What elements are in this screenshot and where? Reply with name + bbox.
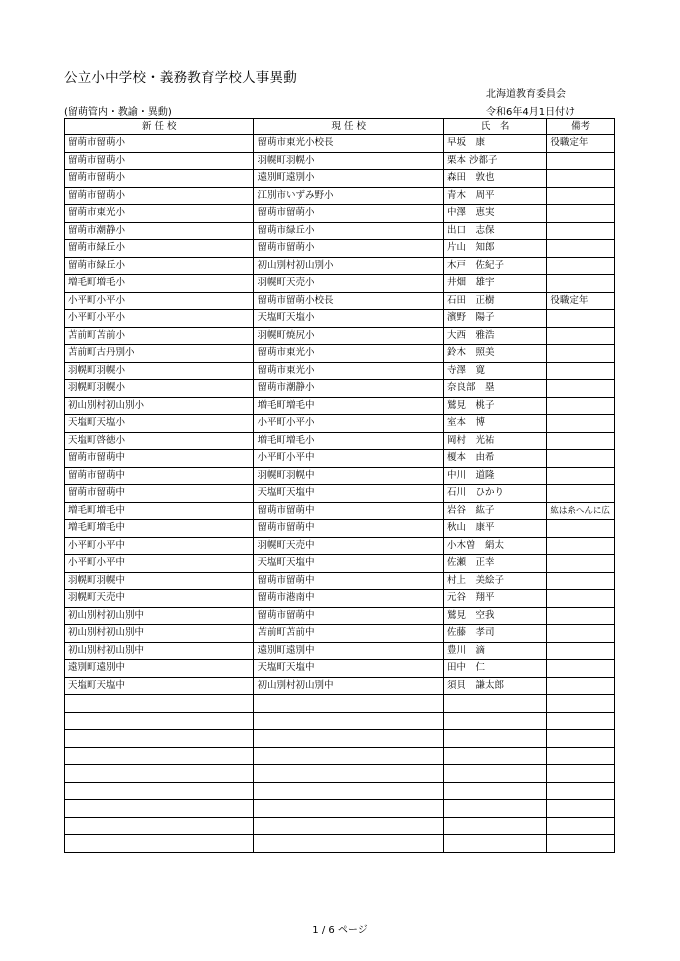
cell-note — [547, 800, 615, 818]
cell-new-school: 苫前町古丹別小 — [65, 345, 254, 363]
cell-current-school: 小平町小平小 — [254, 415, 443, 433]
cell-current-school: 遠別町遠別中 — [254, 642, 443, 660]
cell-note — [547, 782, 615, 800]
cell-current-school: 留萌市東光小 — [254, 362, 443, 380]
cell-note — [547, 257, 615, 275]
cell-current-school: 天塩町天塩中 — [254, 660, 443, 678]
cell-new-school: 初山別村初山別中 — [65, 642, 254, 660]
table-row — [65, 712, 615, 730]
personnel-table — [64, 118, 615, 853]
cell-name: 佐藤 孝司 — [443, 625, 546, 643]
cell-new-school — [65, 765, 254, 783]
cell-current-school — [254, 712, 443, 730]
table-row — [65, 310, 615, 328]
cell-new-school: 天塩町天塩小 — [65, 415, 254, 433]
table-row — [65, 730, 615, 748]
cell-note — [547, 642, 615, 660]
cell-current-school — [254, 817, 443, 835]
cell-name: 青木 周平 — [443, 187, 546, 205]
cell-current-school — [254, 730, 443, 748]
cell-name: 元谷 翔平 — [443, 590, 546, 608]
cell-name: 鷲見 桃子 — [443, 397, 546, 415]
cell-note — [547, 607, 615, 625]
table-row — [65, 537, 615, 555]
cell-name: 寺澤 寛 — [443, 362, 546, 380]
table-row — [65, 415, 615, 433]
cell-new-school: 遠別町遠別中 — [65, 660, 254, 678]
table-row — [65, 380, 615, 398]
cell-new-school: 留萌市潮静小 — [65, 222, 254, 240]
column-header-name: 氏 名 — [443, 119, 546, 135]
cell-current-school — [254, 782, 443, 800]
cell-new-school: 留萌市留萌中 — [65, 485, 254, 503]
table-row — [65, 397, 615, 415]
cell-name: 出口 志保 — [443, 222, 546, 240]
cell-note — [547, 817, 615, 835]
cell-note — [547, 327, 615, 345]
table-row — [65, 817, 615, 835]
cell-name — [443, 782, 546, 800]
table-row — [65, 572, 615, 590]
cell-note: 役職定年 — [547, 292, 615, 310]
cell-new-school: 留萌市留萌小 — [65, 187, 254, 205]
cell-current-school: 天塩町天塩中 — [254, 485, 443, 503]
table-row — [65, 275, 615, 293]
table-row — [65, 502, 615, 520]
table-row — [65, 135, 615, 153]
cell-note — [547, 275, 615, 293]
cell-name: 木戸 佐紀子 — [443, 257, 546, 275]
cell-note — [547, 660, 615, 678]
cell-name: 室本 博 — [443, 415, 546, 433]
effective-date: 令和6年4月1日付け — [486, 107, 576, 118]
cell-new-school: 留萌市留萌小 — [65, 152, 254, 170]
cell-new-school: 羽幌町羽幌中 — [65, 572, 254, 590]
column-header-current-school: 現 任 校 — [254, 119, 443, 135]
cell-current-school: 羽幌町羽幌小 — [254, 152, 443, 170]
table-row — [65, 607, 615, 625]
cell-new-school: 小平町小平小 — [65, 292, 254, 310]
cell-note — [547, 345, 615, 363]
cell-new-school: 羽幌町羽幌小 — [65, 362, 254, 380]
table-row — [65, 590, 615, 608]
cell-note — [547, 537, 615, 555]
cell-current-school — [254, 835, 443, 853]
cell-name — [443, 835, 546, 853]
cell-note — [547, 625, 615, 643]
cell-note — [547, 222, 615, 240]
cell-note — [547, 730, 615, 748]
cell-name: 小木曽 絹太 — [443, 537, 546, 555]
cell-current-school: 小平町小平中 — [254, 450, 443, 468]
cell-name: 大西 雅浩 — [443, 327, 546, 345]
table-row — [65, 677, 615, 695]
cell-name: 井畑 雄宇 — [443, 275, 546, 293]
cell-note — [547, 415, 615, 433]
table-row — [65, 467, 615, 485]
cell-name: 石田 正樹 — [443, 292, 546, 310]
cell-name — [443, 765, 546, 783]
cell-current-school — [254, 800, 443, 818]
cell-name: 石川 ひかり — [443, 485, 546, 503]
cell-name: 豊川 滴 — [443, 642, 546, 660]
cell-new-school: 羽幌町天売中 — [65, 590, 254, 608]
cell-name: 須貝 謙太郎 — [443, 677, 546, 695]
cell-note — [547, 240, 615, 258]
cell-note: 役職定年 — [547, 135, 615, 153]
cell-current-school: 増毛町増毛中 — [254, 397, 443, 415]
table-row — [65, 765, 615, 783]
cell-current-school: 天塩町天塩中 — [254, 555, 443, 573]
cell-current-school: 留萌市留萌小校長 — [254, 292, 443, 310]
cell-new-school: 留萌市緑丘小 — [65, 257, 254, 275]
cell-new-school: 留萌市緑丘小 — [65, 240, 254, 258]
cell-current-school: 留萌市緑丘小 — [254, 222, 443, 240]
cell-current-school: 留萌市留萌中 — [254, 520, 443, 538]
cell-new-school: 天塩町天塩中 — [65, 677, 254, 695]
cell-current-school: 江別市いずみ野小 — [254, 187, 443, 205]
table-row — [65, 187, 615, 205]
cell-current-school: 羽幌町天売小 — [254, 275, 443, 293]
cell-name: 佐瀬 正幸 — [443, 555, 546, 573]
cell-note — [547, 362, 615, 380]
cell-note — [547, 695, 615, 713]
table-row — [65, 205, 615, 223]
cell-note — [547, 397, 615, 415]
cell-new-school: 小平町小平小 — [65, 310, 254, 328]
cell-current-school: 留萌市東光小 — [254, 345, 443, 363]
cell-note — [547, 432, 615, 450]
cell-note — [547, 467, 615, 485]
cell-note — [547, 572, 615, 590]
cell-current-school: 留萌市留萌中 — [254, 607, 443, 625]
table-row — [65, 660, 615, 678]
cell-current-school: 留萌市留萌小 — [254, 240, 443, 258]
cell-current-school: 初山別村初山別小 — [254, 257, 443, 275]
cell-note — [547, 152, 615, 170]
cell-current-school: 羽幌町天売中 — [254, 537, 443, 555]
table-row — [65, 327, 615, 345]
cell-note — [547, 590, 615, 608]
cell-name: 栗本 沙都子 — [443, 152, 546, 170]
cell-new-school — [65, 800, 254, 818]
table-row — [65, 240, 615, 258]
cell-name: 中澤 恵実 — [443, 205, 546, 223]
cell-note — [547, 835, 615, 853]
cell-note — [547, 520, 615, 538]
cell-new-school: 留萌市留萌中 — [65, 450, 254, 468]
table-row — [65, 432, 615, 450]
cell-new-school — [65, 817, 254, 835]
cell-new-school — [65, 835, 254, 853]
table-row — [65, 800, 615, 818]
table-row — [65, 450, 615, 468]
cell-current-school: 留萌市港南中 — [254, 590, 443, 608]
cell-note — [547, 555, 615, 573]
cell-note — [547, 765, 615, 783]
cell-new-school: 羽幌町羽幌小 — [65, 380, 254, 398]
cell-name: 榎本 由希 — [443, 450, 546, 468]
cell-current-school: 天塩町天塩小 — [254, 310, 443, 328]
cell-new-school: 増毛町増毛中 — [65, 502, 254, 520]
cell-note — [547, 310, 615, 328]
cell-current-school: 羽幌町羽幌中 — [254, 467, 443, 485]
cell-name — [443, 712, 546, 730]
cell-name: 森田 敦也 — [443, 170, 546, 188]
cell-new-school: 留萌市留萌小 — [65, 135, 254, 153]
cell-new-school: 初山別村初山別中 — [65, 625, 254, 643]
cell-current-school — [254, 747, 443, 765]
table-body — [65, 135, 615, 853]
page-number: 1 / 6 ページ — [312, 925, 368, 936]
cell-note — [547, 712, 615, 730]
table-row — [65, 782, 615, 800]
cell-new-school: 天塩町啓徳小 — [65, 432, 254, 450]
cell-current-school: 羽幌町焼尻小 — [254, 327, 443, 345]
cell-current-school: 遠別町遠別小 — [254, 170, 443, 188]
table-row — [65, 170, 615, 188]
table-row — [65, 222, 615, 240]
cell-current-school: 留萌市東光小校長 — [254, 135, 443, 153]
cell-current-school: 初山別村初山別中 — [254, 677, 443, 695]
cell-note — [547, 450, 615, 468]
cell-name — [443, 817, 546, 835]
cell-name — [443, 747, 546, 765]
cell-name: 岡村 光祐 — [443, 432, 546, 450]
column-header-note: 備考 — [547, 119, 615, 135]
table-row — [65, 152, 615, 170]
cell-new-school: 初山別村初山別中 — [65, 607, 254, 625]
cell-current-school: 留萌市留萌中 — [254, 572, 443, 590]
cell-name: 片山 知郎 — [443, 240, 546, 258]
table-header-row — [65, 119, 615, 135]
cell-note — [547, 187, 615, 205]
cell-name: 鈴木 照美 — [443, 345, 546, 363]
cell-new-school — [65, 695, 254, 713]
cell-name: 岩谷 紘子 — [443, 502, 546, 520]
cell-name: 奈良部 塁 — [443, 380, 546, 398]
cell-current-school: 苫前町苫前中 — [254, 625, 443, 643]
cell-new-school — [65, 747, 254, 765]
cell-new-school: 留萌市留萌中 — [65, 467, 254, 485]
table-row — [65, 257, 615, 275]
cell-name: 鷲見 空我 — [443, 607, 546, 625]
table-row — [65, 555, 615, 573]
cell-new-school — [65, 730, 254, 748]
cell-note — [547, 205, 615, 223]
cell-current-school: 留萌市留萌中 — [254, 502, 443, 520]
cell-new-school — [65, 712, 254, 730]
subtitle: (留萌管内・教諭・異動) — [64, 107, 172, 118]
cell-new-school: 増毛町増毛中 — [65, 520, 254, 538]
table-row — [65, 642, 615, 660]
cell-new-school: 留萌市東光小 — [65, 205, 254, 223]
cell-note — [547, 677, 615, 695]
cell-current-school — [254, 695, 443, 713]
cell-note — [547, 747, 615, 765]
table-row — [65, 625, 615, 643]
page-title: 公立小中学校・義務教育学校人事異動 — [64, 70, 297, 86]
table-row — [65, 695, 615, 713]
table-row — [65, 520, 615, 538]
cell-name: 中川 道隆 — [443, 467, 546, 485]
cell-current-school: 留萌市潮静小 — [254, 380, 443, 398]
cell-new-school: 増毛町増毛小 — [65, 275, 254, 293]
cell-new-school: 小平町小平中 — [65, 537, 254, 555]
cell-name: 田中 仁 — [443, 660, 546, 678]
cell-note — [547, 485, 615, 503]
cell-name — [443, 800, 546, 818]
cell-note: 紘は糸へんに広 — [547, 502, 615, 520]
cell-note — [547, 170, 615, 188]
table-row — [65, 835, 615, 853]
cell-current-school: 増毛町増毛小 — [254, 432, 443, 450]
cell-name: 濱野 陽子 — [443, 310, 546, 328]
cell-name — [443, 695, 546, 713]
cell-name: 秋山 康平 — [443, 520, 546, 538]
issuer: 北海道教育委員会 — [486, 89, 566, 100]
cell-new-school: 初山別村初山別小 — [65, 397, 254, 415]
cell-new-school — [65, 782, 254, 800]
table-row — [65, 747, 615, 765]
cell-name: 早坂 康 — [443, 135, 546, 153]
cell-current-school — [254, 765, 443, 783]
cell-name: 村上 美絵子 — [443, 572, 546, 590]
cell-new-school: 苫前町苫前小 — [65, 327, 254, 345]
table-row — [65, 345, 615, 363]
table-row — [65, 485, 615, 503]
cell-current-school: 留萌市留萌小 — [254, 205, 443, 223]
column-header-new-school: 新 任 校 — [65, 119, 254, 135]
cell-new-school: 留萌市留萌小 — [65, 170, 254, 188]
cell-name — [443, 730, 546, 748]
cell-new-school: 小平町小平中 — [65, 555, 254, 573]
table-row — [65, 362, 615, 380]
cell-note — [547, 380, 615, 398]
table-row — [65, 292, 615, 310]
